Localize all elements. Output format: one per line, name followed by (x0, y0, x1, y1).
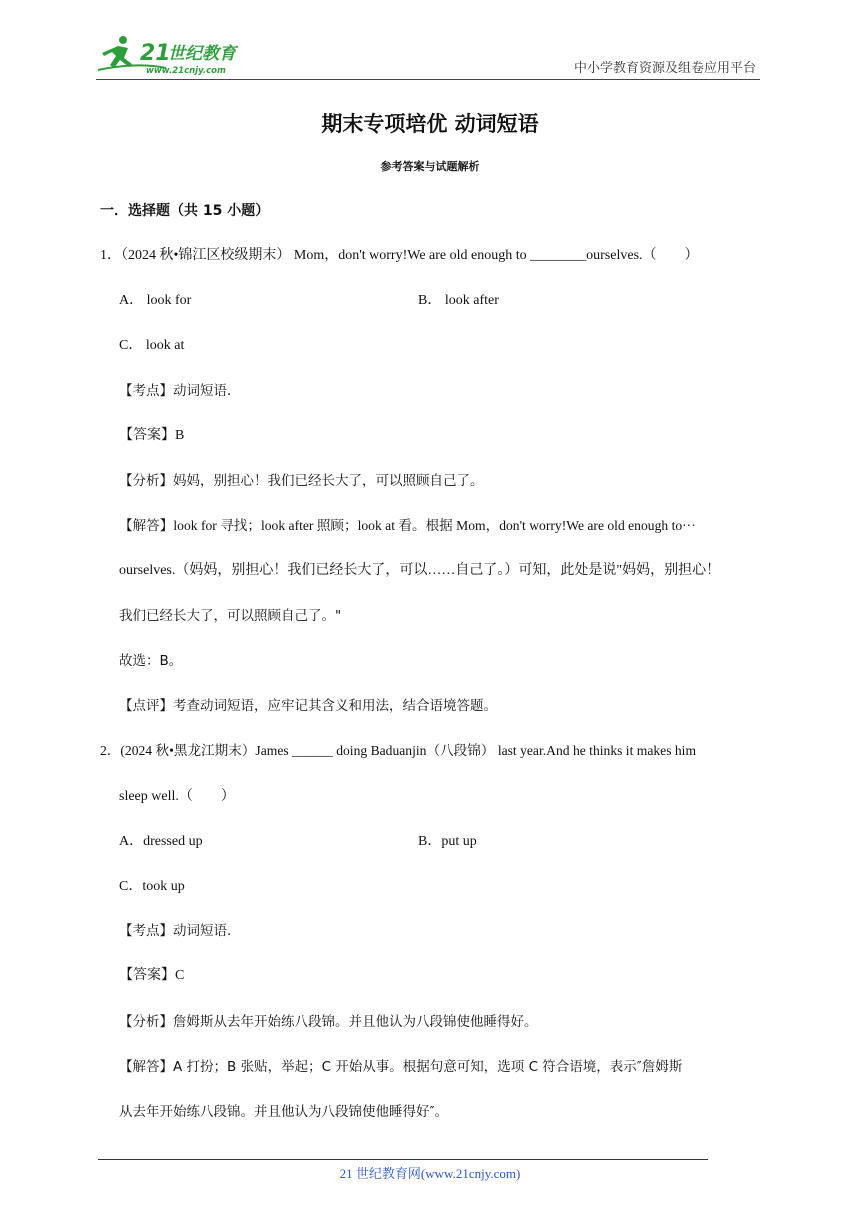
q2-stem-line-1: 2．(2024 秋•黑龙江期末）James ______ doing Baduanjin（八段锦） last year.And he thinks it makes him (100, 743, 697, 758)
q1-solution-line-3: 我们已经长大了，可以照顾自己了。" (119, 608, 342, 624)
document-subtitle: 参考答案与试题解析 (380, 160, 480, 173)
q1-choice: 故选：B。 (119, 653, 183, 669)
section-heading: 一．选择题（共 15 小题） (100, 203, 270, 219)
q1-analysis: 【分析】妈妈，别担心！我们已经长大了，可以照顾自己了。 (119, 473, 484, 489)
page-header (96, 30, 760, 80)
q2-stem-line-2: sleep well.（ ） (119, 789, 235, 804)
21cnjy-logo-icon (96, 34, 266, 76)
document-title: 期末专项培优 动词短语 (321, 112, 539, 136)
q1-answer: 【答案】B (119, 428, 185, 443)
q1-option-c: C． look at (119, 338, 185, 353)
q2-option-b: B．put up (418, 834, 477, 849)
q2-answer: 【答案】C (119, 968, 185, 983)
q1-option-b: B． look after (418, 293, 499, 308)
q2-option-a: A．dressed up (119, 834, 203, 849)
footer-link[interactable]: 21 世纪教育网(www.21cnjy.com) (339, 1166, 521, 1181)
q1-option-a: A． look for (119, 293, 192, 308)
q1-solution-line-1: 【解答】look for 寻找；look after 照顾；look at 看。根据 Mom，don't worry!We are old enough to··· (119, 518, 696, 533)
q1-stem: 1．（2024 秋•锦江区校级期末） Mom，don't worry!We are old enough to ________ourselves.（ ） (100, 248, 699, 263)
q1-solution-line-2: ourselves.（妈妈，别担心！我们已经长大了，可以……自己了。）可知，此处是说"妈妈，别担心！ (119, 563, 721, 578)
svg-text:世纪教育: 世纪教育 (168, 44, 236, 64)
platform-label: 中小学教育资源及组卷应用平台 (573, 61, 756, 76)
svg-text:21: 21 (140, 41, 171, 66)
q2-kaodian: 【考点】动词短语． (119, 923, 241, 939)
q2-option-c: C．took up (119, 879, 185, 894)
q2-analysis: 【分析】詹姆斯从去年开始练八段锦。并且他认为八段锦使他睡得好。 (119, 1014, 538, 1030)
q2-solution-line-1: 【解答】A 打扮；B 张贴，举起；C 开始从事。根据句意可知，选项 C 符合语境，表示″詹姆斯 (119, 1059, 683, 1075)
footer-divider (98, 1159, 708, 1160)
svg-text:www.21cnjy.com: www.21cnjy.com (146, 66, 226, 76)
q1-kaodian: 【考点】动词短语． (119, 383, 241, 399)
q2-solution-line-2: 从去年开始练八段锦。并且他认为八段锦使他睡得好″。 (119, 1104, 449, 1120)
q1-comment: 【点评】考查动词短语，应牢记其含义和用法，结合语境答题。 (119, 698, 497, 714)
